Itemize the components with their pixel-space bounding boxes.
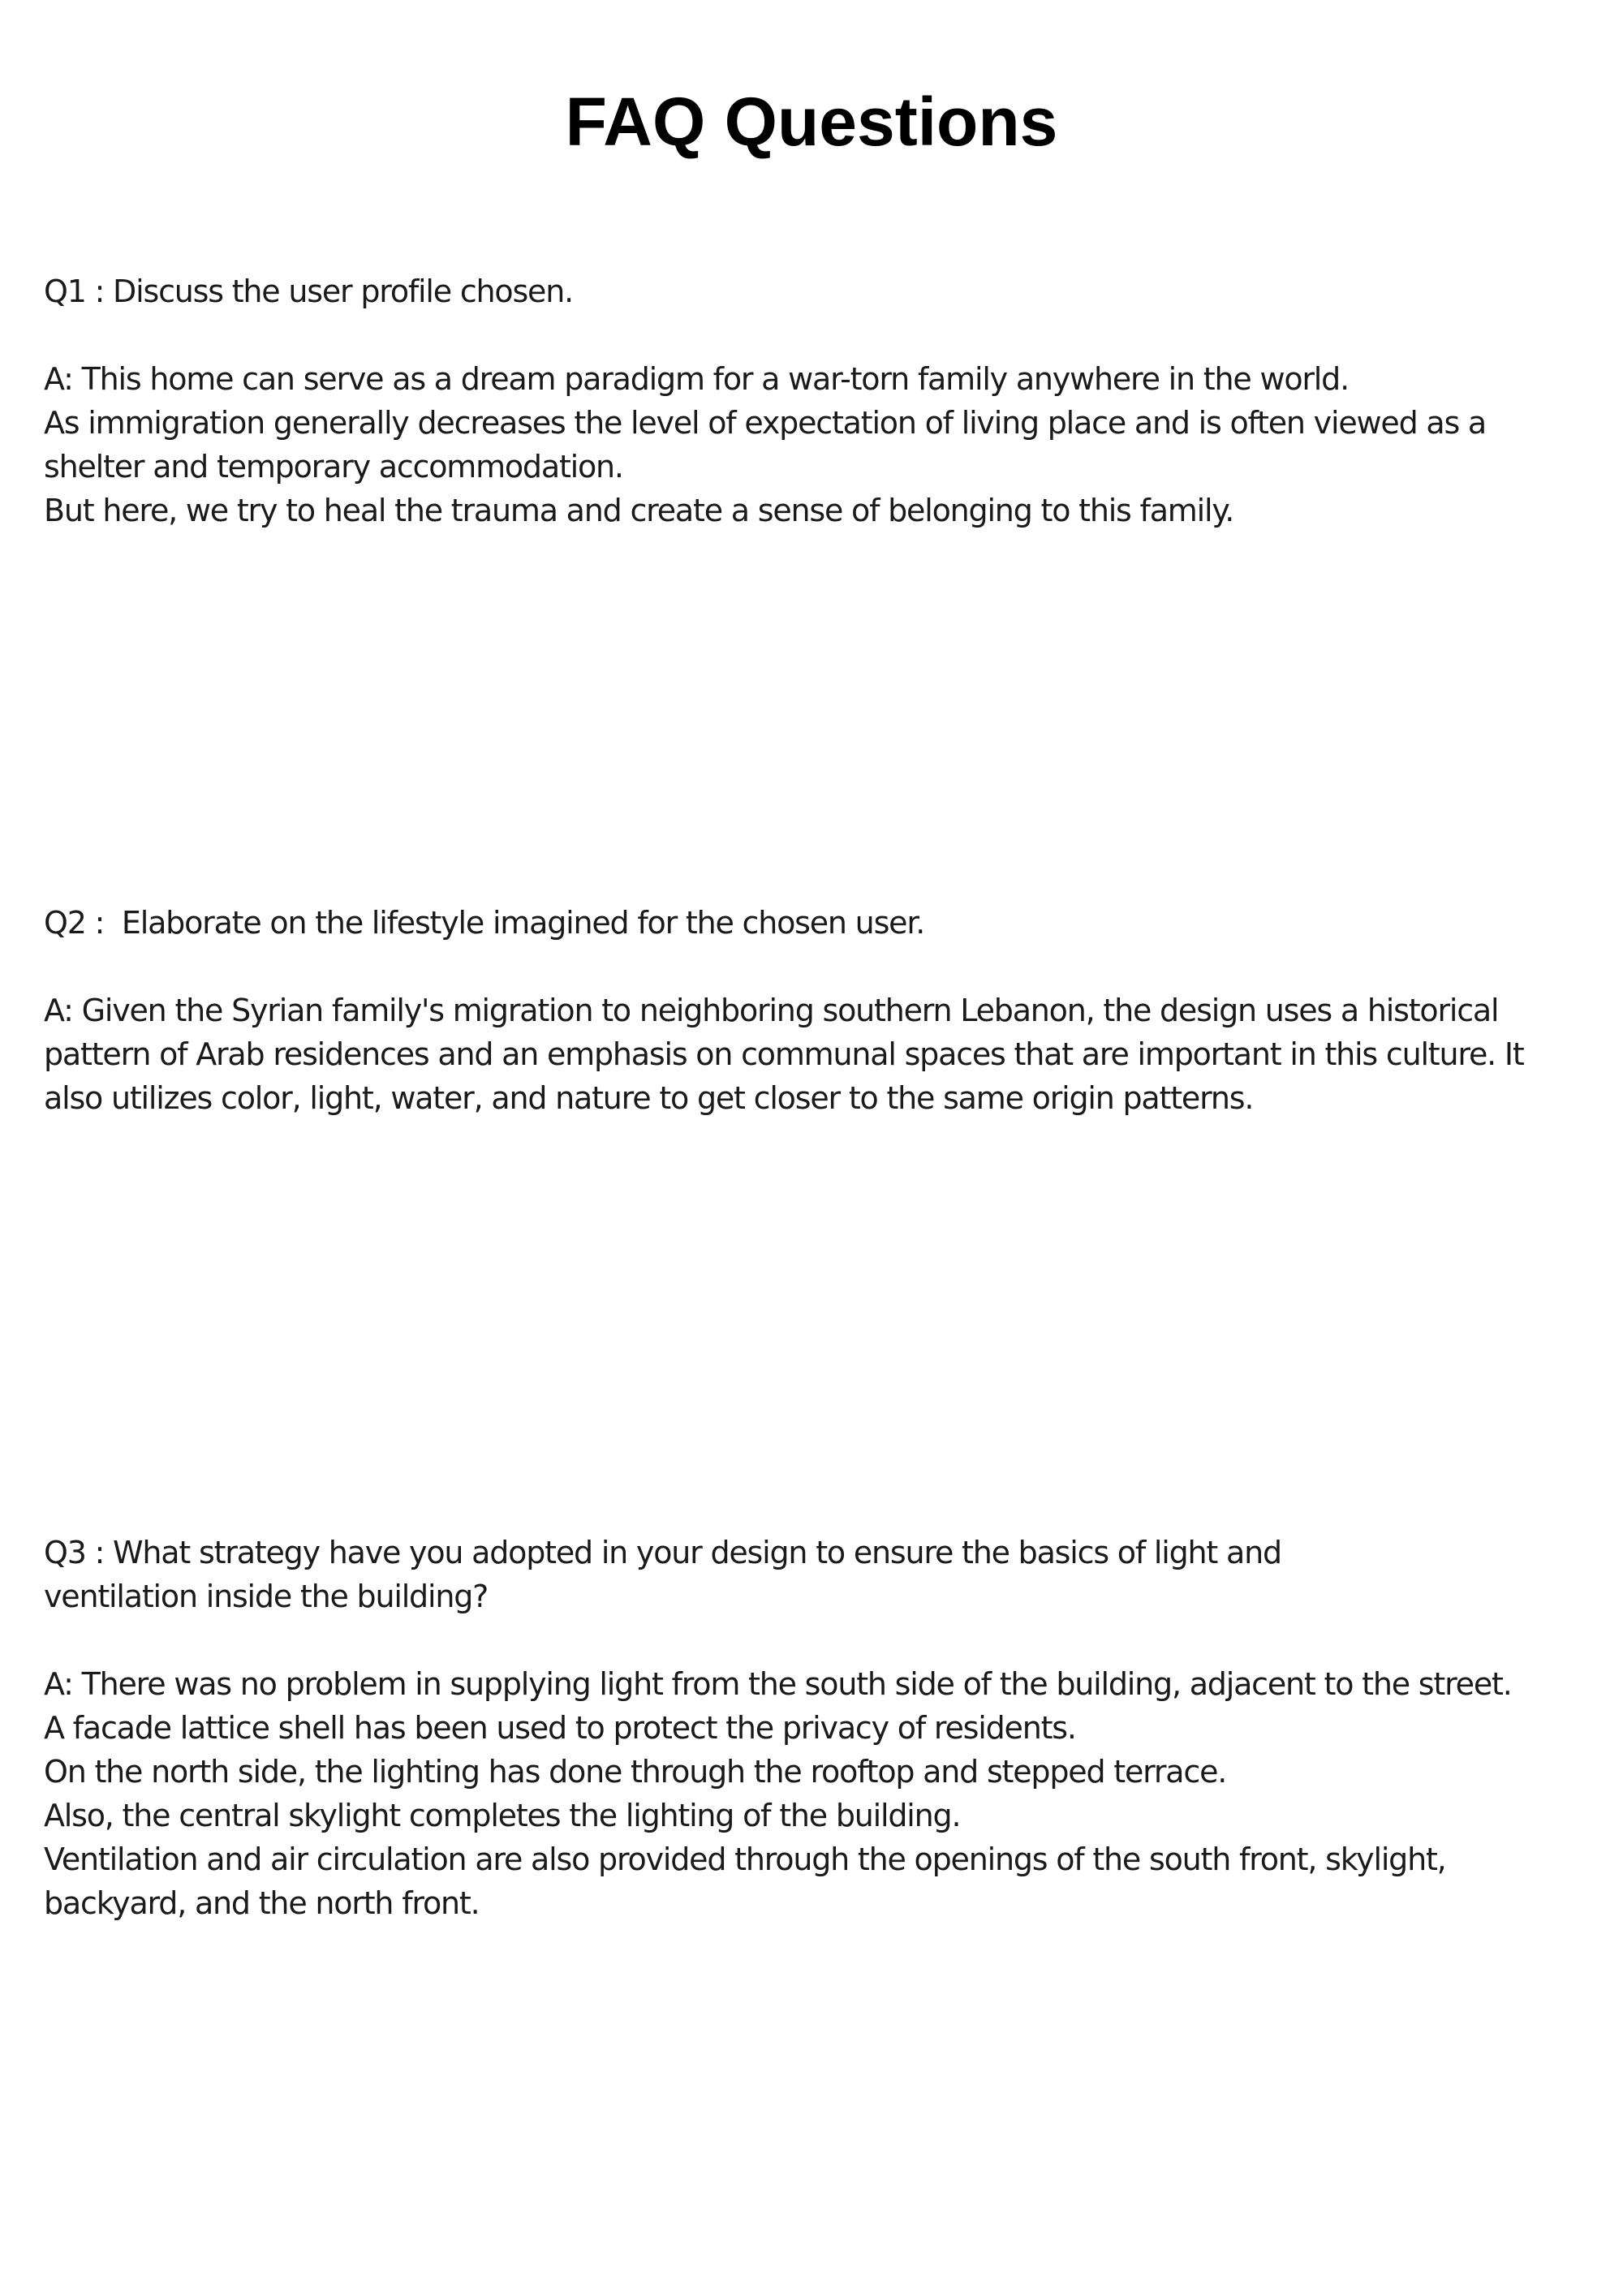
question-line: Q2 : Elaborate on the lifestyle imagined for the chosen user. — [44, 905, 925, 941]
answer-line: On the north side, the lighting has done through the rooftop and stepped terrace. — [44, 1754, 1227, 1790]
answer-line: Also, the central skylight completes the lighting of the building. — [44, 1798, 961, 1833]
answer-line: A facade lattice shell has been used to protect the privacy of residents. — [44, 1710, 1076, 1746]
faq-answer — [44, 1662, 1586, 1925]
answer-line: pattern of Arab residences and an emphasis on communal spaces that are important in this culture. It — [44, 1036, 1524, 1072]
answer-line: A: This home can serve as a dream paradigm for a war-torn family anywhere in the world. — [44, 361, 1349, 397]
answer-line: A: There was no problem in supplying light from the south side of the building, adjacent to the street. — [44, 1666, 1512, 1702]
question-line: Q3 : What strategy have you adopted in your design to ensure the basics of light and — [44, 1535, 1281, 1570]
faq-question — [44, 901, 1586, 945]
faq-item-3 — [44, 1531, 1586, 1925]
faq-answer — [44, 357, 1586, 532]
faq-item-2 — [44, 901, 1586, 1120]
faq-question — [44, 269, 1586, 313]
page-title: FAQ Questions — [565, 84, 1058, 160]
faq-answer — [44, 989, 1586, 1120]
answer-line: As immigration generally decreases the level of expectation of living place and is often viewed as a — [44, 405, 1487, 441]
answer-line: also utilizes color, light, water, and nature to get closer to the same origin patterns. — [44, 1080, 1254, 1116]
question-line: ventilation inside the building? — [44, 1579, 489, 1614]
answer-line: Ventilation and air circulation are also provided through the openings of the south front, skylight, — [44, 1842, 1446, 1877]
answer-line: shelter and temporary accommodation. — [44, 449, 623, 485]
answer-line: backyard, and the north front. — [44, 1885, 480, 1921]
faq-item-1 — [44, 269, 1586, 532]
question-line: Q1 : Discuss the user profile chosen. — [44, 274, 573, 309]
faq-question — [44, 1531, 1586, 1618]
answer-line: But here, we try to heal the trauma and create a sense of belonging to this family. — [44, 493, 1234, 528]
answer-line: A: Given the Syrian family's migration to neighboring southern Lebanon, the design uses a historical — [44, 993, 1499, 1028]
